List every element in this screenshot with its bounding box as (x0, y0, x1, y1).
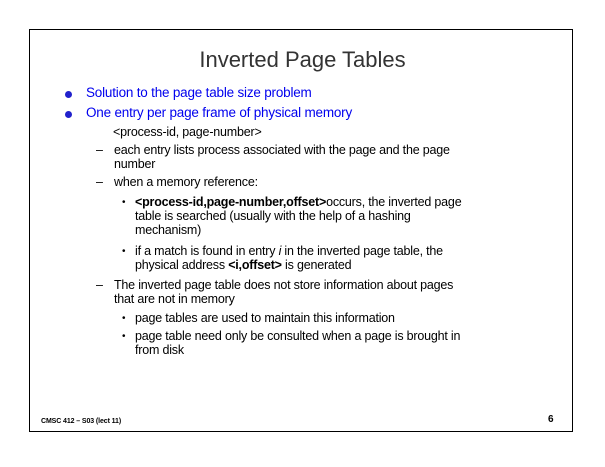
slide-footer: CMSC 412 – S03 (lect 11) (41, 418, 122, 425)
sub1-line1 (135, 196, 461, 210)
sub2-italic-i: i (278, 244, 282, 258)
sub2-line2-suffix: is generated (281, 258, 352, 272)
sub1-line2: table is searched (usually with the help of a hashing (135, 209, 411, 223)
sub4-line1: page table need only be consulted when a page is brought in (135, 329, 461, 343)
sub3-text: page tables are used to maintain this information (135, 311, 395, 325)
dash1-line2: number (114, 157, 156, 171)
bullet-solution: Solution to the page table size problem (86, 85, 312, 100)
dash2-text: when a memory reference: (114, 175, 258, 189)
sub2-prefix: if a match is found in entry (135, 244, 279, 258)
dash-marker: – (96, 278, 103, 292)
bullet-one-entry: One entry per page frame of physical memory (86, 105, 353, 120)
dash-marker: – (96, 175, 103, 189)
tuple-line: <process-id, page-number> (113, 125, 262, 139)
dash1-line1: each entry lists process associated with the page and the page (114, 143, 450, 157)
bullet-dot-icon (65, 91, 72, 98)
sub-bullet-marker: • (122, 246, 126, 257)
sub4-line2: from disk (135, 343, 184, 357)
bullet-dot-icon (65, 111, 72, 118)
sub1-bold: <process-id,page-number,offset> (135, 195, 327, 209)
sub1-rest: occurs, the inverted page (326, 195, 462, 209)
dash3-line1: The inverted page table does not store information about pages (114, 278, 454, 292)
sub2-line2-bold: <i,offset> (228, 258, 282, 272)
sub-bullet-marker: • (122, 313, 126, 324)
sub2-suffix: in the inverted page table, the (281, 244, 443, 258)
sub1-line3: mechanism) (135, 223, 202, 237)
page-number: 6 (548, 414, 554, 425)
dash3-line2: that are not in memory (114, 292, 235, 306)
sub2-line1 (135, 245, 443, 259)
sub-bullet-marker: • (122, 197, 126, 208)
dash-marker: – (96, 143, 103, 157)
slide-title: Inverted Page Tables (199, 47, 406, 72)
sub2-line2 (135, 259, 351, 273)
sub-bullet-marker: • (122, 331, 126, 342)
sub2-line2-prefix: physical address (135, 258, 229, 272)
